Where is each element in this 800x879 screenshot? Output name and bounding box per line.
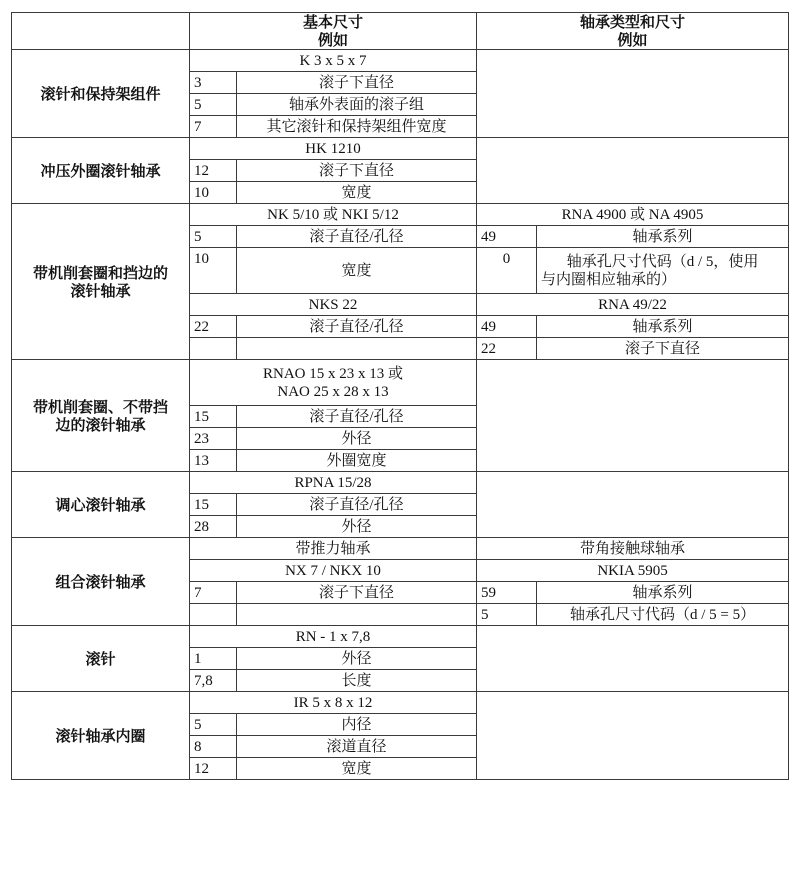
desc-cell: 内径 — [237, 714, 477, 736]
code-cell: 10 — [190, 182, 237, 204]
code-cell-right: 22 — [477, 338, 537, 360]
code-cell: 7 — [190, 582, 237, 604]
code-cell: 15 — [190, 494, 237, 516]
header-type-dimensions: 轴承类型和尺寸 例如 — [477, 13, 789, 50]
table-row — [12, 626, 789, 648]
code-cell: 5 — [190, 226, 237, 248]
desc-cell-right: 轴承系列 — [537, 226, 789, 248]
desc-cell: 其它滚针和保持架组件宽度 — [237, 116, 477, 138]
example-cell: NKS 22 — [190, 294, 477, 316]
table-row — [12, 50, 789, 72]
desc-cell: 外径 — [237, 428, 477, 450]
desc-cell: 滚子下直径 — [237, 582, 477, 604]
desc-cell-right: 轴承系列 — [537, 316, 789, 338]
desc-cell: 宽度 — [237, 182, 477, 204]
code-cell: 28 — [190, 516, 237, 538]
empty-type-cell — [477, 472, 789, 538]
category-cell: 带机削套圈和挡边的 滚针轴承 — [12, 204, 190, 360]
example-cell: RPNA 15/28 — [190, 472, 477, 494]
example-cell: NK 5/10 或 NKI 5/12 — [190, 204, 477, 226]
category-cell: 滚针和保持架组件 — [12, 50, 190, 138]
code-cell-right: 5 — [477, 604, 537, 626]
category-cell: 滚针 — [12, 626, 190, 692]
empty-type-cell — [477, 50, 789, 138]
empty-type-cell — [477, 626, 789, 692]
desc-cell: 滚子直径/孔径 — [237, 226, 477, 248]
empty-type-cell — [477, 692, 789, 780]
table-row — [12, 538, 789, 560]
code-cell — [190, 338, 237, 360]
desc-cell: 宽度 — [237, 758, 477, 780]
table-row — [12, 138, 789, 160]
example-cell: NX 7 / NKX 10 — [190, 560, 477, 582]
desc-cell-right: 轴承孔尺寸代码（d / 5，使用 与内圈相应轴承的） — [537, 248, 789, 294]
example-cell-right: NKIA 5905 — [477, 560, 789, 582]
desc-cell-right: 轴承系列 — [537, 582, 789, 604]
code-cell — [190, 604, 237, 626]
code-cell: 7,8 — [190, 670, 237, 692]
desc-cell — [237, 338, 477, 360]
desc-cell: 滚子直径/孔径 — [237, 406, 477, 428]
code-cell: 1 — [190, 648, 237, 670]
example-cell-right: RNA 49/22 — [477, 294, 789, 316]
desc-cell: 滚道直径 — [237, 736, 477, 758]
table-row — [12, 360, 789, 406]
desc-cell: 滚子下直径 — [237, 72, 477, 94]
table-row — [12, 204, 789, 226]
empty-type-cell — [477, 360, 789, 472]
code-cell: 8 — [190, 736, 237, 758]
example-cell: RN - 1 x 7,8 — [190, 626, 477, 648]
empty-type-cell — [477, 138, 789, 204]
category-cell: 组合滚针轴承 — [12, 538, 190, 626]
desc-cell — [237, 604, 477, 626]
category-cell: 调心滚针轴承 — [12, 472, 190, 538]
desc-cell-right: 轴承孔尺寸代码（d / 5 = 5） — [537, 604, 789, 626]
desc-cell: 长度 — [237, 670, 477, 692]
category-cell: 滚针轴承内圈 — [12, 692, 190, 780]
desc-cell: 宽度 — [237, 248, 477, 294]
desc-cell: 滚子直径/孔径 — [237, 494, 477, 516]
header-basic-dimensions: 基本尺寸 例如 — [190, 13, 477, 50]
example-cell: HK 1210 — [190, 138, 477, 160]
code-cell-right: 49 — [477, 226, 537, 248]
desc-cell: 外圈宽度 — [237, 450, 477, 472]
example-cell: K 3 x 5 x 7 — [190, 50, 477, 72]
code-cell: 3 — [190, 72, 237, 94]
code-cell: 5 — [190, 714, 237, 736]
code-cell: 22 — [190, 316, 237, 338]
example-cell: IR 5 x 8 x 12 — [190, 692, 477, 714]
code-cell: 5 — [190, 94, 237, 116]
desc-cell: 外径 — [237, 516, 477, 538]
code-cell: 15 — [190, 406, 237, 428]
category-cell: 冲压外圈滚针轴承 — [12, 138, 190, 204]
code-cell-right: 0 — [477, 248, 537, 294]
code-cell: 12 — [190, 160, 237, 182]
code-cell: 13 — [190, 450, 237, 472]
desc-cell: 外径 — [237, 648, 477, 670]
desc-cell-right: 滚子下直径 — [537, 338, 789, 360]
table-row — [12, 472, 789, 494]
table-row — [12, 692, 789, 714]
example-cell: RNAO 15 x 23 x 13 或 NAO 25 x 28 x 13 — [190, 360, 477, 406]
desc-cell: 滚子下直径 — [237, 160, 477, 182]
desc-cell: 轴承外表面的滚子组 — [237, 94, 477, 116]
code-cell: 23 — [190, 428, 237, 450]
header-row — [12, 13, 789, 50]
bearing-designation-table — [11, 12, 789, 780]
subtype-cell: 带推力轴承 — [190, 538, 477, 560]
code-cell-right: 49 — [477, 316, 537, 338]
code-cell: 12 — [190, 758, 237, 780]
desc-cell: 滚子直径/孔径 — [237, 316, 477, 338]
code-cell-right: 59 — [477, 582, 537, 604]
category-cell: 带机削套圈、不带挡 边的滚针轴承 — [12, 360, 190, 472]
header-empty-cell — [12, 13, 190, 50]
subtype-cell-right: 带角接触球轴承 — [477, 538, 789, 560]
example-cell-right: RNA 4900 或 NA 4905 — [477, 204, 789, 226]
code-cell: 7 — [190, 116, 237, 138]
code-cell: 10 — [190, 248, 237, 294]
